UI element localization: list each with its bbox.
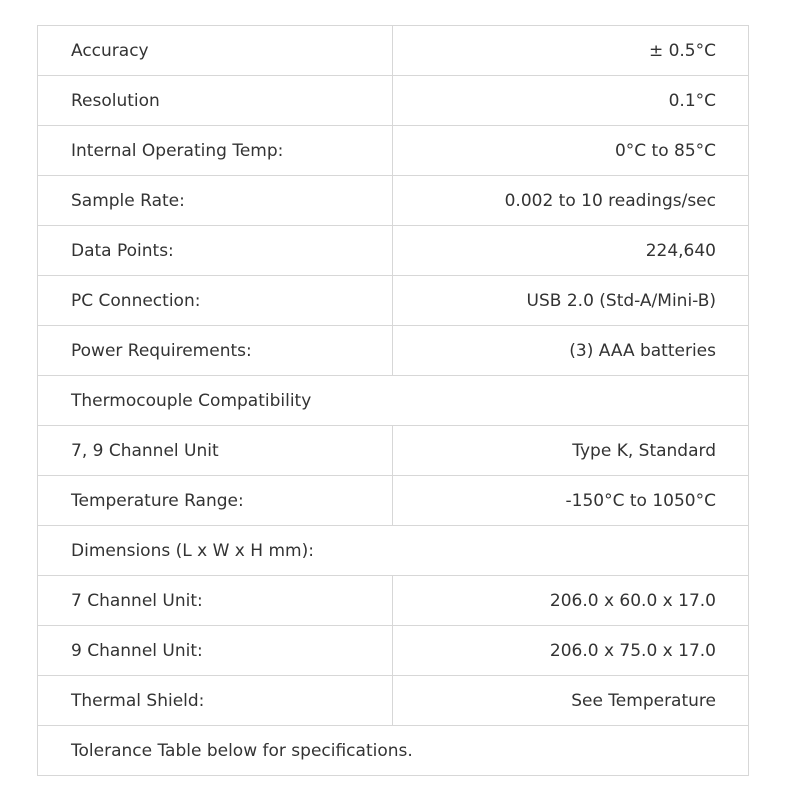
spec-label: Thermal Shield: xyxy=(38,676,393,726)
table-section-row xyxy=(38,526,749,576)
spec-value: See Temperature xyxy=(393,676,749,726)
table-row xyxy=(38,276,749,326)
table-row xyxy=(38,426,749,476)
spec-label: 7 Channel Unit: xyxy=(38,576,393,626)
spec-value: 0°C to 85°C xyxy=(393,126,749,176)
spec-label: Resolution xyxy=(38,76,393,126)
section-heading: Thermocouple Compatibility xyxy=(38,376,749,426)
table-row xyxy=(38,226,749,276)
spec-value: Type K, Standard xyxy=(393,426,749,476)
spec-value: 0.1°C xyxy=(393,76,749,126)
spec-label: Accuracy xyxy=(38,26,393,76)
table-footnote: Tolerance Table below for specifications. xyxy=(38,726,749,776)
spec-value: ± 0.5°C xyxy=(393,26,749,76)
table-section-row xyxy=(38,376,749,426)
table-row xyxy=(38,576,749,626)
spec-value: (3) AAA batteries xyxy=(393,326,749,376)
table-row xyxy=(38,326,749,376)
table-row xyxy=(38,626,749,676)
spec-label: Sample Rate: xyxy=(38,176,393,226)
table-row xyxy=(38,26,749,76)
table-row xyxy=(38,126,749,176)
spec-label: Temperature Range: xyxy=(38,476,393,526)
spec-label: 7, 9 Channel Unit xyxy=(38,426,393,476)
spec-value: 206.0 x 60.0 x 17.0 xyxy=(393,576,749,626)
table-row xyxy=(38,476,749,526)
spec-label: Power Requirements: xyxy=(38,326,393,376)
spec-label: PC Connection: xyxy=(38,276,393,326)
section-heading: Dimensions (L x W x H mm): xyxy=(38,526,749,576)
table-row xyxy=(38,76,749,126)
spec-value: -150°C to 1050°C xyxy=(393,476,749,526)
spec-label: 9 Channel Unit: xyxy=(38,626,393,676)
spec-value: 0.002 to 10 readings/sec xyxy=(393,176,749,226)
spec-table xyxy=(37,25,749,776)
spec-value: 206.0 x 75.0 x 17.0 xyxy=(393,626,749,676)
spec-label: Internal Operating Temp: xyxy=(38,126,393,176)
spec-value: 224,640 xyxy=(393,226,749,276)
table-section-row xyxy=(38,726,749,776)
spec-label: Data Points: xyxy=(38,226,393,276)
spec-value: USB 2.0 (Std-A/Mini-B) xyxy=(393,276,749,326)
table-row xyxy=(38,176,749,226)
table-row xyxy=(38,676,749,726)
